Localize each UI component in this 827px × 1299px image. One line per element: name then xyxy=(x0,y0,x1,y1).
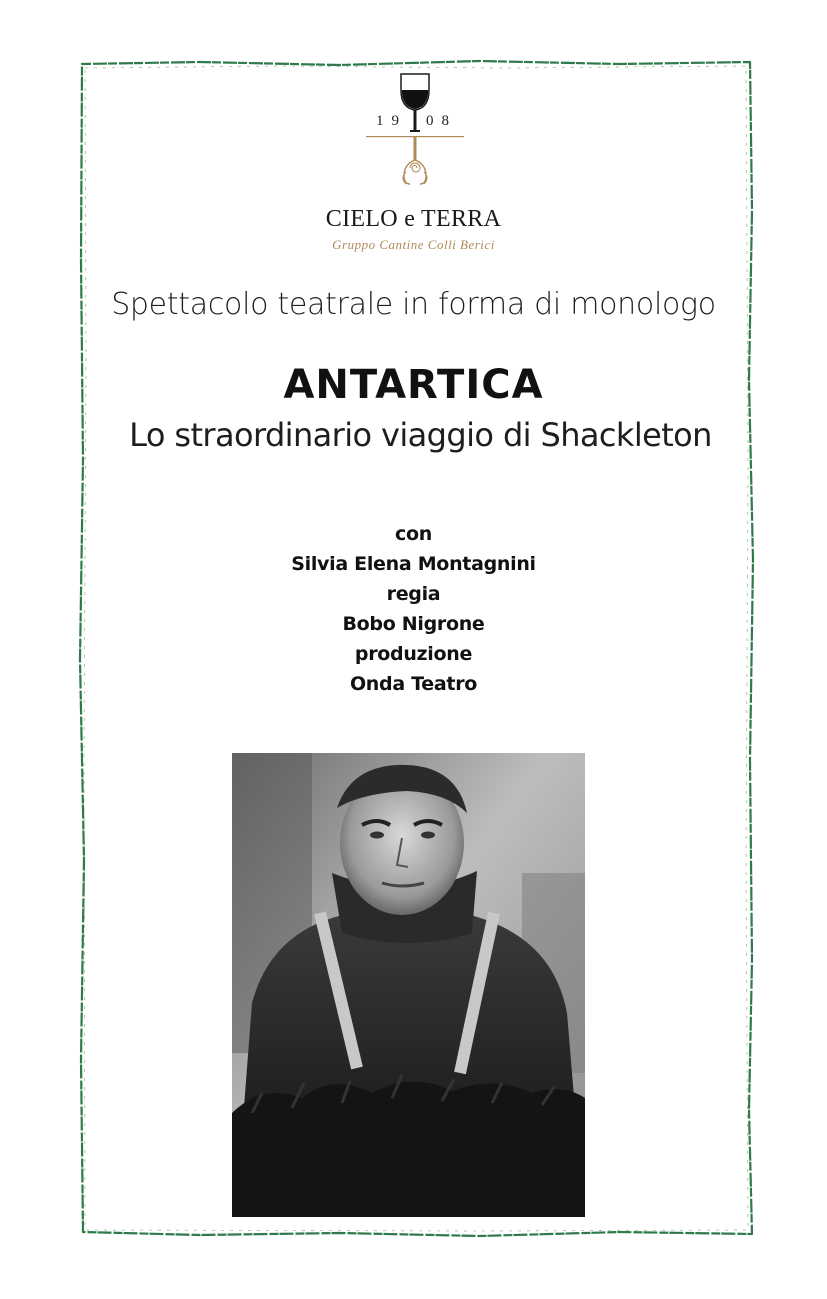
credit-actor: Silvia Elena Montagnini xyxy=(291,553,536,575)
wine-glass-vine-icon xyxy=(360,72,470,202)
show-title: ANTARTICA xyxy=(283,362,544,408)
credit-production-label: produzione xyxy=(354,643,473,665)
credit-direction-label: regia xyxy=(386,583,441,605)
credit-producer: Onda Teatro xyxy=(349,673,478,695)
portrait-photo-icon xyxy=(232,753,585,1217)
year-right: 08 xyxy=(426,113,457,129)
credit-director: Bobo Nigrone xyxy=(342,613,485,635)
portrait-photo xyxy=(232,753,585,1217)
credit-with-label: con xyxy=(395,523,432,545)
brand-name: CIELO e TERRA xyxy=(325,206,502,232)
show-subtitle: Spettacolo teatrale in forma di monologo xyxy=(111,287,716,322)
brand-subtitle: Gruppo Cantine Colli Berici xyxy=(332,237,495,252)
brand-logo xyxy=(360,72,470,202)
show-tagline: Lo straordinario viaggio di Shackleton xyxy=(129,416,712,454)
year-left: 19 xyxy=(376,113,407,129)
credits-block xyxy=(0,519,827,699)
